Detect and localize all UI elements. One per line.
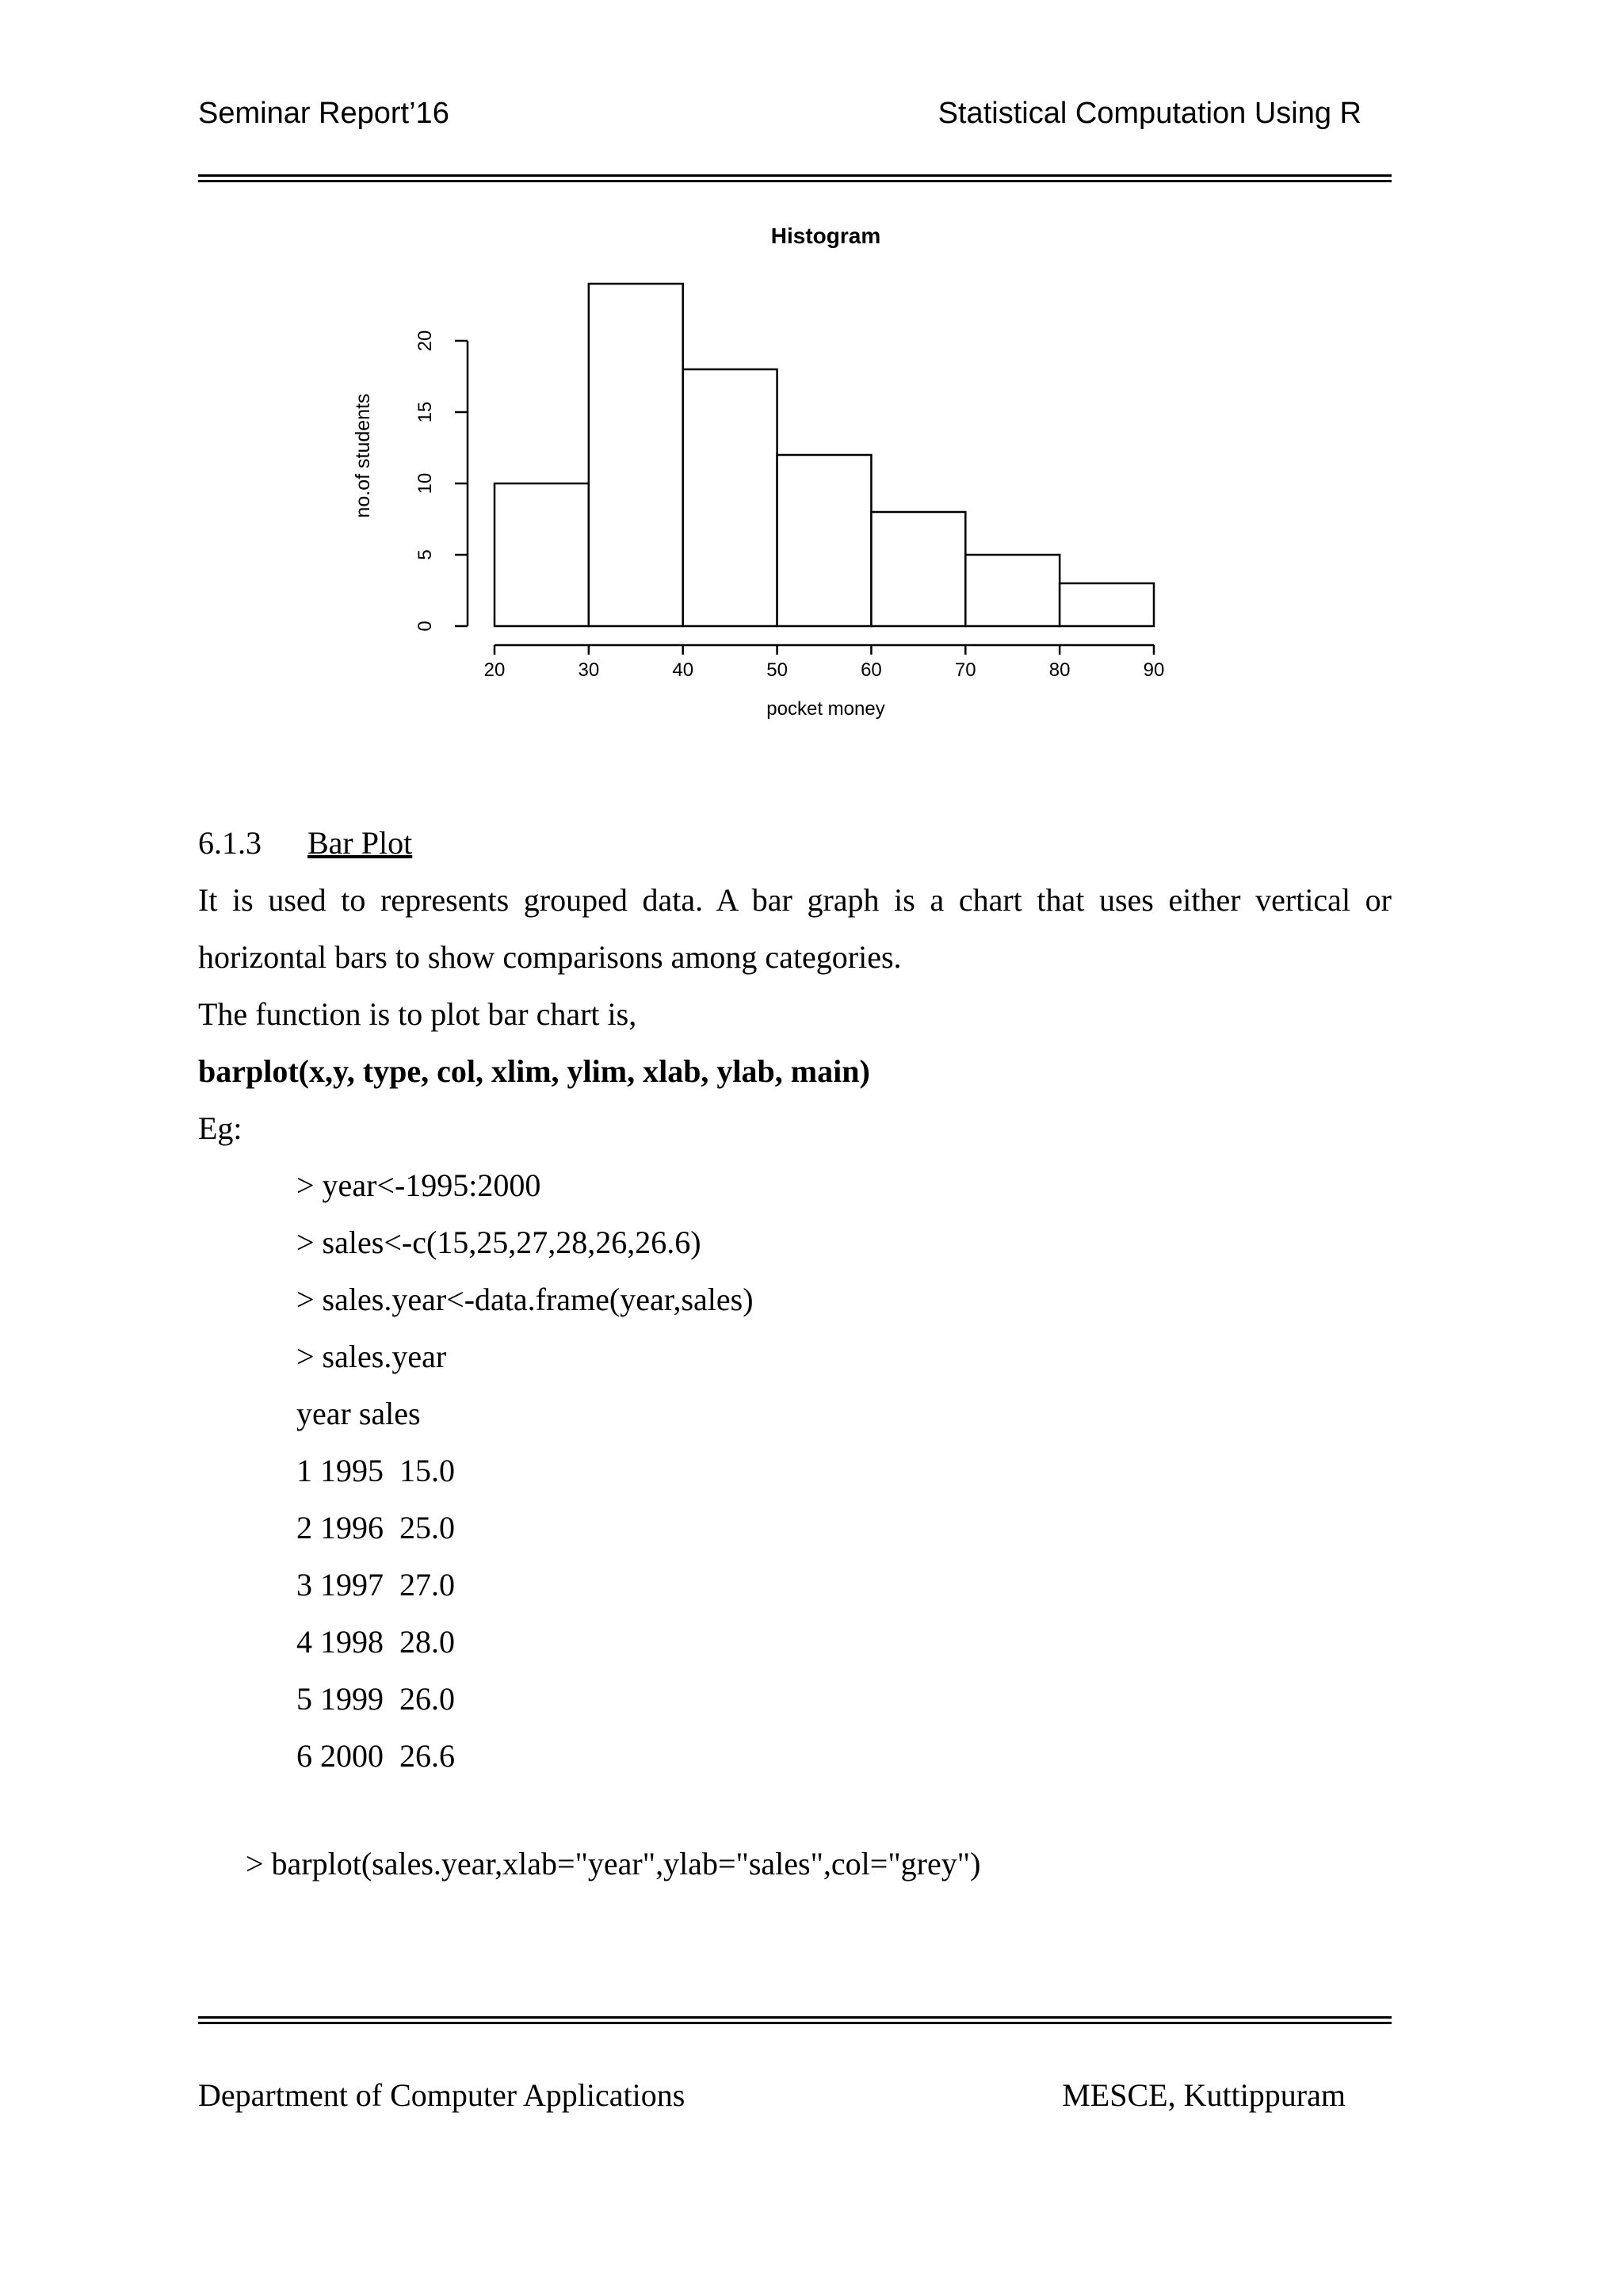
code-line: year sales xyxy=(296,1396,421,1431)
histogram-bar xyxy=(683,369,777,626)
y-axis-label: no.of students xyxy=(352,393,374,518)
code-line: > sales.year xyxy=(296,1339,447,1374)
y-tick-label: 15 xyxy=(414,401,436,423)
paragraph-line-1: It is used to represents grouped data. A bar graph is a chart that uses either vertical or xyxy=(198,882,1392,918)
chart-title: Histogram xyxy=(770,223,881,248)
histogram-chart xyxy=(0,0,1623,761)
footer-right: MESCE, Kuttippuram xyxy=(1062,2077,1346,2113)
paragraph-line-2: horizontal bars to show comparisons among categories. xyxy=(198,939,902,975)
header-left: Seminar Report’16 xyxy=(198,97,449,130)
histogram-bar xyxy=(965,555,1060,626)
x-tick-label: 90 xyxy=(1143,659,1165,681)
footer-left: Department of Computer Applications xyxy=(198,2077,685,2113)
code-line: 1 1995 15.0 xyxy=(296,1453,455,1488)
code-line: > year<-1995:2000 xyxy=(296,1167,541,1203)
y-tick-label: 20 xyxy=(414,330,436,352)
histogram-bar xyxy=(777,455,872,626)
y-tick-label: 10 xyxy=(414,472,436,495)
histogram-bar xyxy=(589,284,683,626)
code-line: 5 1999 26.0 xyxy=(296,1681,455,1717)
code-line: 2 1996 25.0 xyxy=(296,1510,455,1545)
paragraph-line-3: The function is to plot bar chart is, xyxy=(198,996,637,1032)
x-tick-label: 40 xyxy=(672,659,694,681)
code-line: > sales.year<-data.frame(year,sales) xyxy=(296,1282,754,1317)
footer-rule xyxy=(198,2016,1392,2024)
code-line: > sales<-c(15,25,27,28,26,26.6) xyxy=(296,1224,701,1260)
y-tick-label: 0 xyxy=(414,621,436,632)
code-line: 4 1998 28.0 xyxy=(296,1624,455,1660)
x-tick-label: 30 xyxy=(578,659,600,681)
x-tick-label: 60 xyxy=(861,659,882,681)
histogram-bar xyxy=(871,512,965,626)
code-line: 3 1997 27.0 xyxy=(296,1567,455,1603)
header-right: Statistical Computation Using R xyxy=(938,97,1361,130)
x-tick-label: 50 xyxy=(766,659,788,681)
function-syntax: barplot(x,y, type, col, xlim, ylim, xlab, ylab, main) xyxy=(198,1053,870,1089)
section-title: Bar Plot xyxy=(307,825,413,861)
x-tick-label: 70 xyxy=(954,659,976,681)
x-tick-label: 80 xyxy=(1048,659,1071,681)
x-axis-label: pocket money xyxy=(766,698,885,720)
y-tick-label: 5 xyxy=(414,549,436,560)
section-number: 6.1.3 xyxy=(198,825,262,861)
barplot-command: > barplot(sales.year,xlab="year",ylab="sales",col="grey") xyxy=(246,1846,981,1881)
code-line: 6 2000 26.6 xyxy=(296,1738,455,1774)
histogram-bar xyxy=(1060,583,1154,626)
x-tick-label: 20 xyxy=(483,659,506,681)
example-label: Eg: xyxy=(198,1110,242,1146)
histogram-bar xyxy=(495,483,589,626)
section-heading xyxy=(198,824,412,861)
